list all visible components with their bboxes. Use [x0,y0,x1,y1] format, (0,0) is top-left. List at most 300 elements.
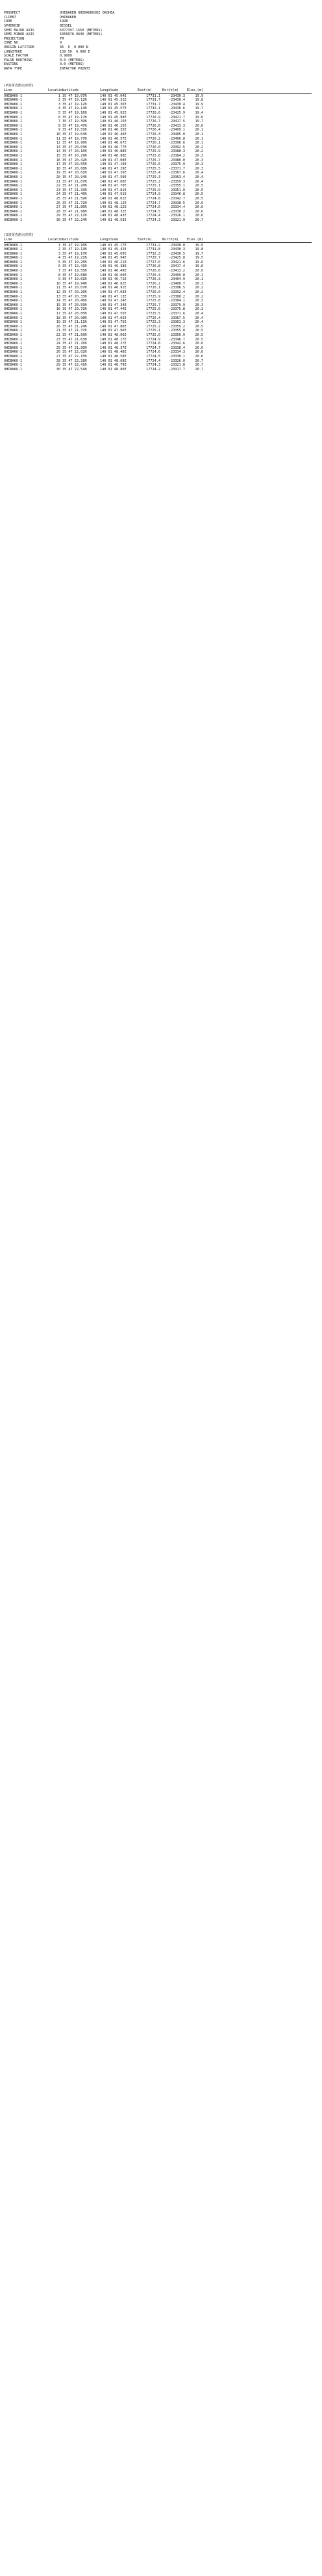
table-cell: 35 47 22.54N [62,367,87,372]
table-cell: 140 01 45.31E [100,98,127,103]
section-title: [P波探査測点座標] [4,83,34,88]
table-row [4,303,318,308]
line-name: OHIBAKO-1 [4,154,23,158]
table-cell: 8 [58,273,60,277]
table-cell: 140 01 47.29E [100,166,127,171]
table-row [4,188,318,193]
table-cell: -23392.5 [169,145,185,149]
table-row [4,201,318,206]
table-cell: 25 [56,346,60,350]
table-cell: 17726.4 [146,128,160,133]
table-cell: 17725.2 [146,179,160,184]
table-cell: -23430.5 [169,251,185,256]
table-cell: 20.1 [195,136,203,141]
table-row [4,277,318,282]
table-cell: 30 [56,367,60,372]
table-cell: 6 [58,264,60,269]
table-cell: -23379.9 [169,303,185,307]
table-cell: 17724.5 [146,354,160,359]
header-key: FALSE NORTHING [4,58,32,62]
table-cell: 17724.4 [146,359,160,363]
table-cell: 20.5 [195,324,203,329]
table-cell: 35 47 20.20N [62,290,87,295]
table-cell: 17728.7 [146,256,160,260]
table-cell: 19.4 [195,111,203,116]
line-name: OHIBAKO-1 [4,312,23,316]
table-cell: -23363.4 [169,175,185,179]
table-cell: 140 01 48.43E [100,214,127,218]
table-cell: 20.6 [195,354,203,359]
line-name: OHIBAKO-1 [4,120,23,124]
header-value: 36 0 0.000 N [60,45,88,49]
table-cell: 9 [58,277,60,282]
table-cell: 23 [56,337,60,342]
table-cell: -23338.5 [169,201,185,205]
table-cell: 140 01 48.22E [100,205,127,210]
table-cell: 17725.2 [146,324,160,329]
line-name: OHIBAKO-1 [4,367,23,372]
table-cell: 23 [56,188,60,192]
line-name: OHIBAKO-1 [4,201,23,205]
table-cell: 140 01 46.57E [100,136,127,141]
line-name: OHIBAKO-1 [4,264,23,269]
table-cell: 16 [56,307,60,312]
table-cell: 35 47 19.68N [62,273,87,277]
table-cell: 19 [56,320,60,325]
table-row [4,333,318,338]
table-cell: 35 47 21.85N [62,205,87,210]
table-cell: 140 01 46.60E [100,273,127,277]
line-name: OHIBAKO-1 [4,123,23,128]
table-cell: 140 01 47.65E [100,316,127,320]
line-name: OHIBAKO-1 [4,179,23,184]
table-cell: 35 47 20.94N [62,175,87,179]
table-cell: -23355.1 [169,184,185,188]
table-row [4,197,318,201]
column-header: North(m) [162,237,179,242]
table-cell: 35 47 22.11N [62,214,87,218]
table-cell: 140 01 45.94E [100,256,127,260]
table-cell: 35 47 22.41N [62,363,87,368]
table-row [4,137,318,142]
table-cell: 35 47 20.03N [62,145,87,149]
table-cell: 35 47 20.46N [62,299,87,303]
table-cell: 20.2 [195,154,203,158]
table-cell: 19.8 [195,98,203,103]
table-cell: 20 [56,175,60,179]
table-cell: 12 [56,141,60,145]
header-value: OHIBAKEN [60,15,76,19]
header-value: 6356078.9630 (METERS) [60,32,103,37]
table-cell: 17728.6 [146,111,160,116]
column-header: Line [4,237,12,242]
table-cell: -23404.9 [169,277,185,282]
table-row [4,260,318,265]
line-name: OHIBAKO-1 [4,273,23,277]
header-value: 6377397.1550 (METERS) [60,28,103,32]
table-cell: 20.5 [195,192,203,197]
line-name: OHIBAKO-1 [4,162,23,167]
line-name: OHIBAKO-1 [4,145,23,149]
table-cell: 35 47 21.89N [62,346,87,350]
table-row [4,171,318,175]
table-cell: 35 47 20.55N [62,162,87,167]
table-cell: -23430.3 [169,94,185,98]
table-row [4,120,318,124]
column-header-row [4,238,318,242]
table-cell: 19.8 [195,247,203,252]
table-row [4,359,318,364]
table-cell: 1 [58,243,60,247]
table-cell: 140 01 48.27E [100,342,127,346]
line-name: OHIBAKO-1 [4,277,23,282]
table-cell: 17725.5 [146,312,160,316]
line-name: OHIBAKO-1 [4,136,23,141]
table-cell: 35 47 20.59N [62,303,87,307]
table-row [4,214,318,218]
table-cell: -23334.3 [169,350,185,355]
table-cell: -23400.7 [169,281,185,286]
table-cell: 17724.5 [146,209,160,214]
line-name: OHIBAKO-1 [4,188,23,192]
column-header: Longitude [100,237,119,242]
table-row [4,128,318,133]
table-cell: 140 01 47.34E [100,303,127,307]
table-cell: 35 47 20.42N [62,158,87,162]
table-cell: -23367.6 [169,171,185,175]
header-key: SEMI MAJOR AXIS [4,28,34,32]
table-cell: -23359.2 [169,324,185,329]
table-cell: -23330.2 [169,209,185,214]
line-name: OHIBAKO-1 [4,196,23,201]
table-cell: -23326.0 [169,359,185,363]
table-cell: 17725.8 [146,299,160,303]
table-cell: 19.8 [195,264,203,269]
table-cell: 20.2 [195,145,203,149]
section-title: [S波探査測点座標] [4,233,34,237]
table-cell: 13 [56,294,60,299]
table-cell: 17724.8 [146,342,160,346]
table-cell: 10 [56,281,60,286]
table-row [4,210,318,214]
table-cell: 20.6 [195,342,203,346]
table-cell: 140 01 47.70E [100,184,127,188]
table-cell: 140 01 47.81E [100,188,127,192]
table-cell: 17724.3 [146,218,160,222]
table-cell: 140 01 48.53E [100,218,127,222]
section-spacer [4,223,318,229]
table-cell: 140 01 47.91E [100,192,127,197]
table-cell: 140 01 48.48E [100,350,127,355]
sections [4,84,318,379]
table-cell: 35 47 21.33N [62,188,87,192]
table-cell: 140 01 45.69E [100,251,127,256]
header-key: PROJECTION [4,36,25,41]
table-cell: 18 [56,166,60,171]
table-cell: 29 [56,214,60,218]
column-header: Elev.(m) [187,88,203,92]
table-cell: 20.6 [195,346,203,350]
table-cell: 20 [56,324,60,329]
column-header-row [4,88,318,93]
column-header: Line [4,88,12,92]
table-cell: 17731.7 [146,102,160,107]
line-name: OHIBAKO-1 [4,269,23,273]
table-cell: 17726.3 [146,133,160,137]
line-name: OHIBAKO-1 [4,260,23,264]
table-cell: 140 01 45.36E [100,102,127,107]
table-cell: -23430.4 [169,98,185,103]
table-cell: 35 47 20.29N [62,154,87,158]
table-row [4,290,318,295]
table-cell: 35 47 20.85N [62,312,87,316]
table-cell: 35 47 19.64N [62,133,87,137]
table-cell: -23355.0 [169,329,185,333]
header-value: 9 [60,41,62,45]
table-cell: -23409.1 [169,128,185,133]
table-cell: 20.7 [195,367,203,372]
table-cell: -23367.5 [169,316,185,320]
table-cell: 15 [56,303,60,307]
table-cell: 140 01 46.67E [100,141,127,145]
table-cell: 140 01 48.37E [100,346,127,350]
table-cell: 5 [58,111,60,116]
table-row [4,145,318,150]
table-cell: 17726.3 [146,277,160,282]
line-name: OHIBAKO-1 [4,281,23,286]
line-name: OHIBAKO-1 [4,243,23,247]
table-cell: 21 [56,329,60,333]
table-cell: -23396.6 [169,141,185,145]
table-cell: 35 47 19.12N [62,98,87,103]
line-name: OHIBAKO-1 [4,299,23,303]
table-cell: 17726.0 [146,145,160,149]
table-cell: 17725.3 [146,175,160,179]
table-cell: 35 47 19.41N [62,264,87,269]
divider [4,93,312,94]
table-cell: 20.2 [195,294,203,299]
table-cell: 17731.2 [146,243,160,247]
table-row [4,107,318,111]
table-cell: 140 01 47.19E [100,162,127,167]
table-cell: 140 01 46.25E [100,123,127,128]
table-cell: 17725.9 [146,294,160,299]
table-row [4,175,318,180]
table-cell: 20.1 [195,277,203,282]
table-cell: -23371.7 [169,166,185,171]
table-cell: 19.7 [195,251,203,256]
line-name: OHIBAKO-1 [4,329,23,333]
table-cell: 17732.1 [146,107,160,111]
table-cell: 27 [56,205,60,210]
table-cell: 35 47 21.98N [62,209,87,214]
table-cell: 35 47 19.17N [62,251,87,256]
table-cell: 35 47 19.77N [62,136,87,141]
table-cell: 17732.3 [146,251,160,256]
line-name: OHIBAKO-1 [4,294,23,299]
line-name: OHIBAKO-1 [4,133,23,137]
table-cell: -23421.7 [169,115,185,120]
table-cell: 35 47 21.37N [62,329,87,333]
table-row [4,218,318,223]
table-cell: 17724.2 [146,367,160,372]
table-cell: 140 01 48.12E [100,201,127,205]
table-cell: -23425.8 [169,256,185,260]
table-cell: 22 [56,333,60,337]
line-name: OHIBAKO-1 [4,303,23,307]
column-header: Longitude [100,88,119,92]
table-cell: 20.6 [195,201,203,205]
table-cell: 140 01 47.24E [100,299,127,303]
table-cell: 20.3 [195,307,203,312]
table-cell: 10 [56,133,60,137]
table-cell: -23371.6 [169,312,185,316]
line-name: OHIBAKO-1 [4,184,23,188]
table-cell: 140 01 46.49E [100,269,127,273]
table-cell: 140 01 47.13E [100,294,127,299]
table-row [4,325,318,329]
table-cell: 140 01 47.75E [100,320,127,325]
line-name: OHIBAKO-1 [4,247,23,252]
header-key: ZONE NO. [4,41,20,45]
header-key: CODE [4,19,12,24]
table-cell: 3 [58,251,60,256]
table-cell: -23413.3 [169,123,185,128]
column-header: East(m) [138,237,152,242]
table-row [4,149,318,154]
header-key: EASTING [4,62,18,67]
table-cell: 2 [58,98,60,103]
table-cell: 17731.8 [146,247,160,252]
table-cell: 20.6 [195,205,203,210]
table-cell: 140 01 46.15E [100,120,127,124]
table-cell: 35 47 19.90N [62,141,87,145]
table-cell: 140 01 46.71E [100,277,127,282]
table-cell: 17726.1 [146,286,160,290]
column-header: Latitude [62,88,79,92]
header-key: SEMI MINOR AXIS [4,32,34,37]
line-name: OHIBAKO-1 [4,316,23,320]
table-row [4,329,318,333]
table-cell: 20.6 [195,209,203,214]
table-cell: 2 [58,247,60,252]
table-cell: -23334.4 [169,205,185,210]
table-cell: 35 47 19.51N [62,128,87,133]
table-cell: 35 47 22.15N [62,354,87,359]
table-cell: -23375.8 [169,307,185,312]
table-row [4,133,318,137]
table-cell: -23388.2 [169,294,185,299]
header-value: INFACTOR POINTS [60,66,90,71]
table-cell: 20.4 [195,316,203,320]
table-row [4,312,318,316]
table-row [4,307,318,312]
divider [4,242,312,243]
line-name: OHIBAKO-1 [4,166,23,171]
table-cell: 20.5 [195,329,203,333]
table-cell: 16 [56,158,60,162]
header-key: PROSPECT [4,11,20,16]
table-row [4,154,318,158]
line-name: OHIBAKO-1 [4,214,23,218]
table-row [4,247,318,252]
line-name: OHIBAKO-1 [4,149,23,154]
table-cell: 17725.4 [146,316,160,320]
column-header: Location [48,237,64,242]
table-cell: -23317.7 [169,367,185,372]
table-cell: 17731.1 [146,94,160,98]
table-cell: 140 01 45.42E [100,247,127,252]
table-cell: 35 47 19.94N [62,281,87,286]
table-row [4,98,318,103]
table-cell: 35 47 19.12N [62,102,87,107]
table-cell: -23430.6 [169,107,185,111]
table-cell: 17724.6 [146,350,160,355]
table-cell: 35 47 20.81N [62,171,87,175]
table-cell: 19.9 [195,243,203,247]
table-cell: 3 [58,102,60,107]
line-name: OHIBAKO-1 [4,111,23,116]
table-cell: 140 01 47.08E [100,158,127,162]
table-cell: 19 [56,171,60,175]
table-cell: 35 47 19.55N [62,269,87,273]
table-row [4,124,318,129]
table-cell: 140 01 46.46E [100,133,127,137]
table-cell: 140 01 46.35E [100,128,127,133]
table-cell: 17726.8 [146,264,160,269]
table-cell: 140 01 45.92E [100,111,127,116]
table-cell: 140 01 46.77E [100,145,127,149]
table-row [4,184,318,188]
table-cell: -23321.8 [169,363,185,368]
table-cell: 26 [56,350,60,355]
table-row [4,320,318,325]
table-cell: 17726.4 [146,273,160,277]
header-value: TM [60,36,64,41]
table-cell: 35 47 19.14N [62,107,87,111]
table-cell: 35 47 19.16N [62,111,87,116]
table-cell: 35 47 21.63N [62,337,87,342]
header-key: ORIGIN LATITUDE [4,45,34,49]
header-value: 139 50 0.000 E [60,49,90,54]
table-cell: 17725.3 [146,320,160,325]
table-row [4,162,318,167]
table-cell: 35 47 20.98N [62,316,87,320]
table-row [4,316,318,321]
table-cell: 35 47 21.50N [62,333,87,337]
table-cell: -23346.8 [169,192,185,197]
table-cell: 20.4 [195,175,203,179]
table-cell: 29 [56,363,60,368]
table-row [4,205,318,210]
table-cell: 20.5 [195,184,203,188]
table-row [4,368,318,372]
table-cell: 35 47 19.81N [62,277,87,282]
table-cell: 140 01 47.96E [100,329,127,333]
line-name: OHIBAKO-1 [4,324,23,329]
table-cell: 8 [58,123,60,128]
table-cell: 20.1 [195,141,203,145]
table-cell: 140 01 45.04E [100,94,127,98]
table-cell: -23350.9 [169,333,185,337]
table-cell: 6 [58,115,60,120]
table-row [4,363,318,368]
survey-section [4,84,318,229]
table-cell: 20.3 [195,162,203,167]
table-cell: 140 01 46.98E [100,154,127,158]
table-cell: 19.7 [195,107,203,111]
table-row [4,350,318,355]
